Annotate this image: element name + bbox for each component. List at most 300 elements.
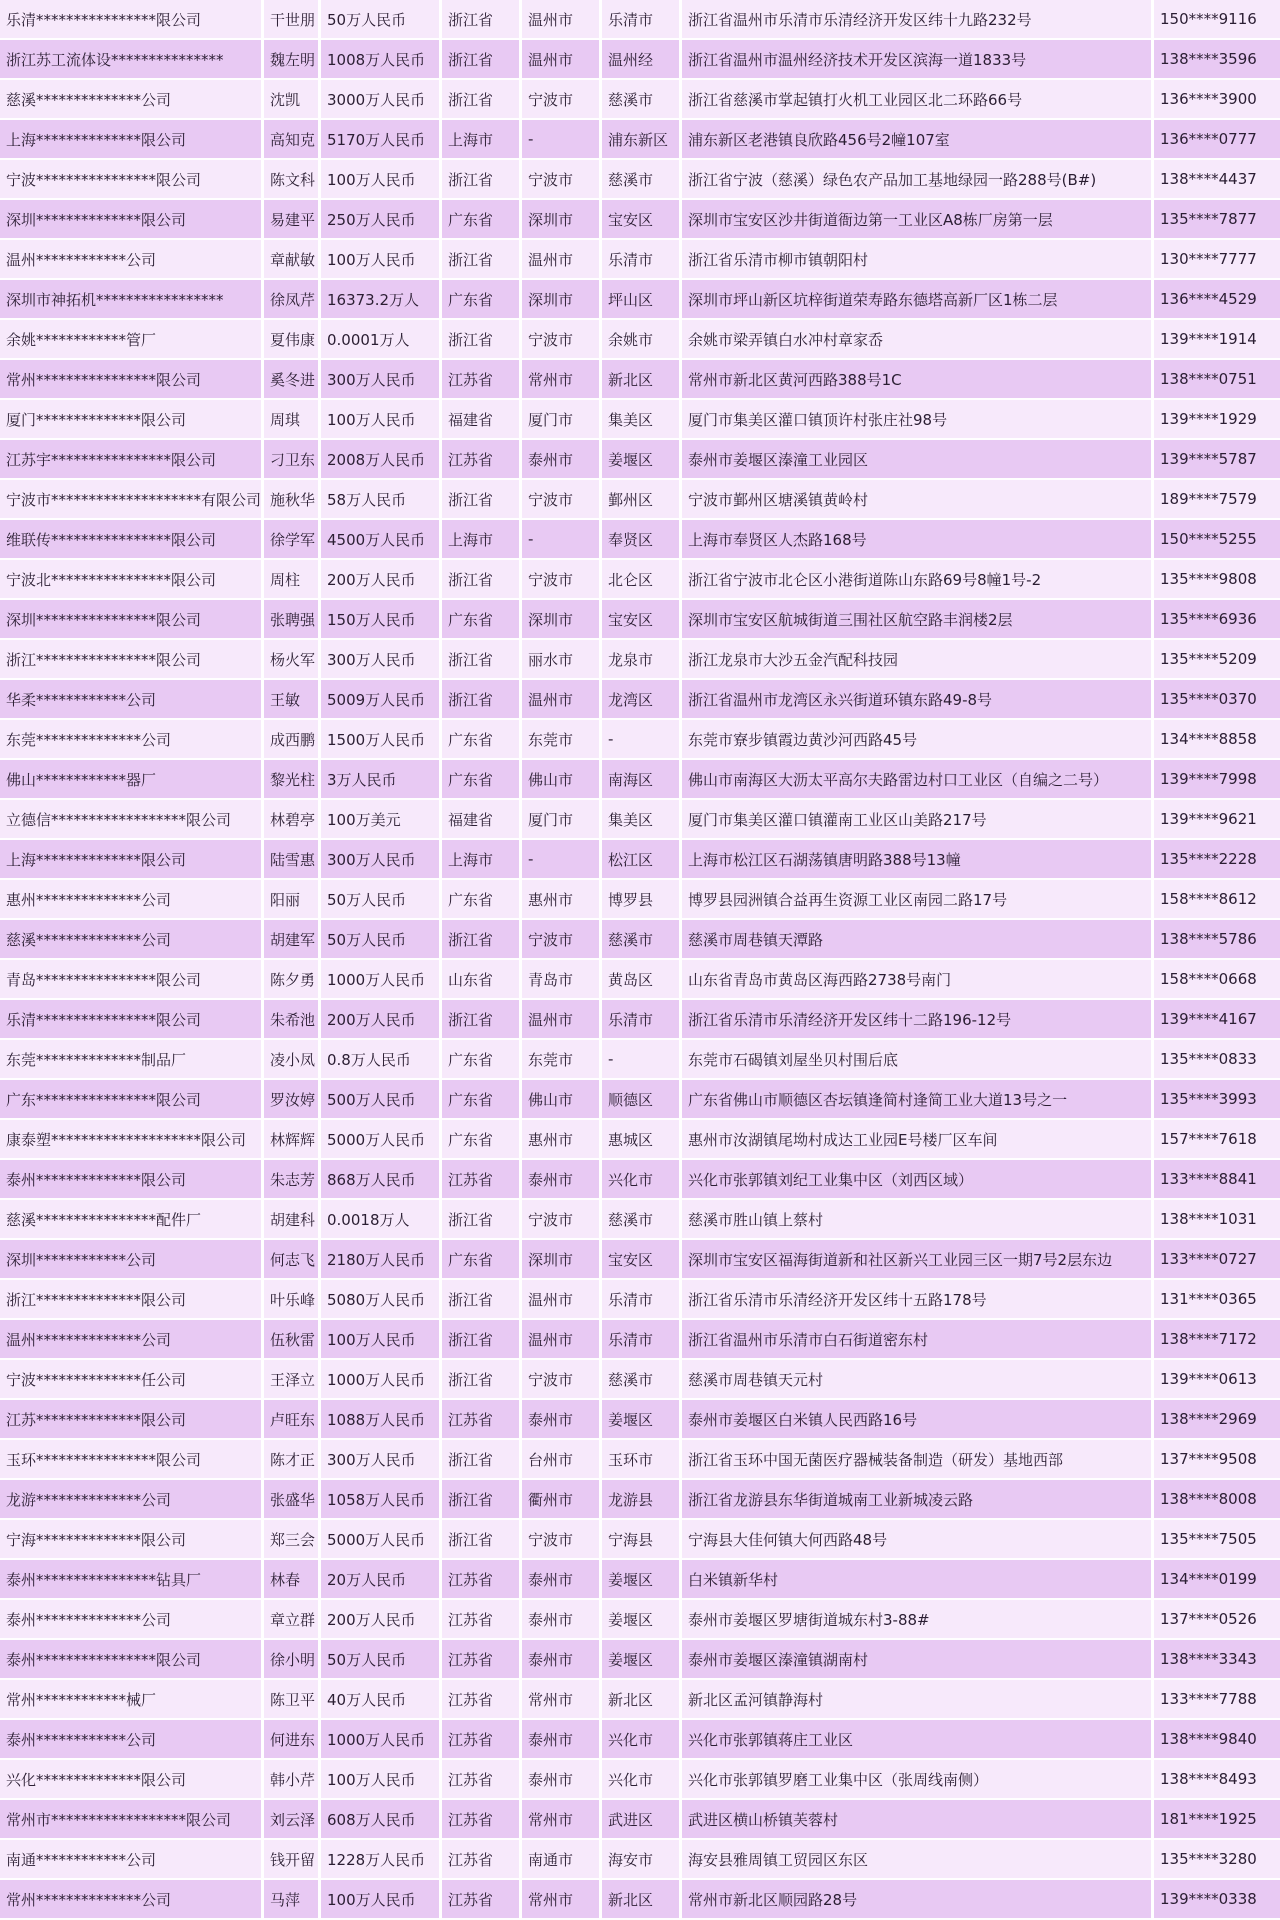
cell-city: 泰州市	[522, 440, 602, 480]
cell-district: 宝安区	[602, 1240, 682, 1280]
cell-city: 宁波市	[522, 1200, 602, 1240]
cell-address: 厦门市集美区灌口镇顶许村张庄社98号	[682, 400, 1154, 440]
cell-legal-person: 朱志芳	[264, 1160, 321, 1200]
cell-company-name: 江苏宇****************限公司	[0, 440, 264, 480]
cell-registered-capital: 500万人民币	[321, 1080, 442, 1120]
cell-province: 江苏省	[442, 1600, 522, 1640]
cell-company-name: 立德信******************限公司	[0, 800, 264, 840]
cell-address: 白米镇新华村	[682, 1560, 1154, 1600]
cell-province: 江苏省	[442, 1640, 522, 1680]
cell-legal-person: 周琪	[264, 400, 321, 440]
cell-city: 东莞市	[522, 720, 602, 760]
cell-address: 兴化市张郭镇蒋庄工业区	[682, 1720, 1154, 1760]
cell-district: 姜堰区	[602, 1560, 682, 1600]
cell-city: 宁波市	[522, 80, 602, 120]
cell-legal-person: 夏伟康	[264, 320, 321, 360]
cell-company-name: 浙江苏工流体设***************	[0, 40, 264, 80]
cell-district: 兴化市	[602, 1160, 682, 1200]
cell-address: 慈溪市周巷镇天潭路	[682, 920, 1154, 960]
cell-province: 浙江省	[442, 1360, 522, 1400]
cell-registered-capital: 40万人民币	[321, 1680, 442, 1720]
cell-registered-capital: 300万人民币	[321, 840, 442, 880]
cell-province: 浙江省	[442, 920, 522, 960]
cell-city: 佛山市	[522, 760, 602, 800]
cell-province: 浙江省	[442, 80, 522, 120]
cell-province: 广东省	[442, 1040, 522, 1080]
table-row	[0, 1360, 1280, 1400]
table-row	[0, 1200, 1280, 1240]
cell-registered-capital: 5170万人民币	[321, 120, 442, 160]
cell-phone: 135****0833	[1154, 1040, 1280, 1080]
cell-phone: 138****5786	[1154, 920, 1280, 960]
table-row	[0, 1440, 1280, 1480]
cell-province: 广东省	[442, 1120, 522, 1160]
cell-registered-capital: 100万人民币	[321, 240, 442, 280]
cell-province: 江苏省	[442, 1720, 522, 1760]
table-row	[0, 960, 1280, 1000]
cell-city: 宁波市	[522, 920, 602, 960]
cell-company-name: 华柔************公司	[0, 680, 264, 720]
cell-legal-person: 郑三会	[264, 1520, 321, 1560]
cell-address: 浙江省温州市乐清市白石街道密东村	[682, 1320, 1154, 1360]
cell-city: 泰州市	[522, 1160, 602, 1200]
cell-registered-capital: 100万人民币	[321, 400, 442, 440]
cell-phone: 133****8841	[1154, 1160, 1280, 1200]
table-row	[0, 1800, 1280, 1840]
cell-district: 乐清市	[602, 240, 682, 280]
cell-registered-capital: 50万人民币	[321, 880, 442, 920]
cell-phone: 150****9116	[1154, 0, 1280, 40]
cell-city: 泰州市	[522, 1760, 602, 1800]
cell-legal-person: 韩小芹	[264, 1760, 321, 1800]
cell-city: 惠州市	[522, 880, 602, 920]
cell-address: 常州市新北区黄河西路388号1C	[682, 360, 1154, 400]
cell-company-name: 浙江**************限公司	[0, 1280, 264, 1320]
cell-address: 东莞市石碣镇刘屋坐贝村围后底	[682, 1040, 1154, 1080]
cell-phone: 138****3596	[1154, 40, 1280, 80]
cell-legal-person: 陆雪惠	[264, 840, 321, 880]
cell-address: 兴化市张郭镇罗磨工业集中区（张周线南侧）	[682, 1760, 1154, 1800]
cell-address: 深圳市宝安区沙井街道衙边第一工业区A8栋厂房第一层	[682, 200, 1154, 240]
cell-registered-capital: 1058万人民币	[321, 1480, 442, 1520]
cell-legal-person: 章立群	[264, 1600, 321, 1640]
cell-city: 台州市	[522, 1440, 602, 1480]
cell-province: 广东省	[442, 720, 522, 760]
cell-address: 海安县雅周镇工贸园区东区	[682, 1840, 1154, 1880]
cell-city: 温州市	[522, 0, 602, 40]
cell-city: 常州市	[522, 360, 602, 400]
cell-address: 浙江省乐清市柳市镇朝阳村	[682, 240, 1154, 280]
cell-district: 博罗县	[602, 880, 682, 920]
cell-company-name: 常州************械厂	[0, 1680, 264, 1720]
cell-registered-capital: 868万人民币	[321, 1160, 442, 1200]
cell-legal-person: 陈文科	[264, 160, 321, 200]
cell-legal-person: 张盛华	[264, 1480, 321, 1520]
table-row	[0, 80, 1280, 120]
cell-address: 深圳市宝安区航城街道三围社区航空路丰润楼2层	[682, 600, 1154, 640]
cell-company-name: 泰州**************公司	[0, 1600, 264, 1640]
cell-province: 江苏省	[442, 1840, 522, 1880]
cell-province: 江苏省	[442, 1160, 522, 1200]
cell-registered-capital: 100万美元	[321, 800, 442, 840]
cell-company-name: 龙游**************公司	[0, 1480, 264, 1520]
cell-phone: 133****0727	[1154, 1240, 1280, 1280]
cell-city: 丽水市	[522, 640, 602, 680]
cell-city: 青岛市	[522, 960, 602, 1000]
cell-registered-capital: 5000万人民币	[321, 1120, 442, 1160]
cell-phone: 139****7998	[1154, 760, 1280, 800]
cell-district: 姜堰区	[602, 1640, 682, 1680]
table-row	[0, 1080, 1280, 1120]
table-row	[0, 640, 1280, 680]
cell-registered-capital: 0.0018万人	[321, 1200, 442, 1240]
cell-phone: 138****8008	[1154, 1480, 1280, 1520]
cell-phone: 181****1925	[1154, 1800, 1280, 1840]
cell-province: 山东省	[442, 960, 522, 1000]
cell-district: 余姚市	[602, 320, 682, 360]
cell-phone: 130****7777	[1154, 240, 1280, 280]
cell-legal-person: 刁卫东	[264, 440, 321, 480]
cell-city: 深圳市	[522, 200, 602, 240]
table-row	[0, 1120, 1280, 1160]
cell-address: 浙江省龙游县东华街道城南工业新城凌云路	[682, 1480, 1154, 1520]
cell-province: 江苏省	[442, 1880, 522, 1920]
cell-province: 广东省	[442, 1080, 522, 1120]
cell-legal-person: 施秋华	[264, 480, 321, 520]
cell-city: 厦门市	[522, 800, 602, 840]
table-row	[0, 920, 1280, 960]
cell-company-name: 青岛****************限公司	[0, 960, 264, 1000]
cell-district: 龙游县	[602, 1480, 682, 1520]
cell-company-name: 兴化**************限公司	[0, 1760, 264, 1800]
table-row	[0, 40, 1280, 80]
cell-city: 宁波市	[522, 560, 602, 600]
cell-province: 福建省	[442, 800, 522, 840]
cell-registered-capital: 1008万人民币	[321, 40, 442, 80]
cell-legal-person: 陈卫平	[264, 1680, 321, 1720]
cell-company-name: 乐清****************限公司	[0, 0, 264, 40]
cell-legal-person: 叶乐峰	[264, 1280, 321, 1320]
cell-legal-person: 卢旺东	[264, 1400, 321, 1440]
cell-address: 东莞市寮步镇霞边黄沙河西路45号	[682, 720, 1154, 760]
cell-company-name: 慈溪****************配件厂	[0, 1200, 264, 1240]
cell-company-name: 泰州**************限公司	[0, 1160, 264, 1200]
cell-city: -	[522, 120, 602, 160]
cell-address: 浙江省玉环中国无菌医疗器械装备制造（研发）基地西部	[682, 1440, 1154, 1480]
table-row	[0, 440, 1280, 480]
cell-address: 上海市松江区石湖荡镇唐明路388号13幢	[682, 840, 1154, 880]
cell-legal-person: 刘云泽	[264, 1800, 321, 1840]
table-row	[0, 1640, 1280, 1680]
cell-registered-capital: 100万人民币	[321, 1880, 442, 1920]
cell-phone: 138****3343	[1154, 1640, 1280, 1680]
cell-phone: 158****0668	[1154, 960, 1280, 1000]
cell-district: 乐清市	[602, 1280, 682, 1320]
cell-phone: 138****4437	[1154, 160, 1280, 200]
cell-registered-capital: 1500万人民币	[321, 720, 442, 760]
cell-address: 常州市新北区顺园路28号	[682, 1880, 1154, 1920]
cell-company-name: 深圳************公司	[0, 1240, 264, 1280]
cell-address: 慈溪市胜山镇上蔡村	[682, 1200, 1154, 1240]
cell-company-name: 浙江****************限公司	[0, 640, 264, 680]
cell-phone: 139****0338	[1154, 1880, 1280, 1920]
cell-company-name: 维联传****************限公司	[0, 520, 264, 560]
cell-address: 宁波市鄞州区塘溪镇黄岭村	[682, 480, 1154, 520]
cell-company-name: 慈溪**************公司	[0, 80, 264, 120]
cell-legal-person: 沈凯	[264, 80, 321, 120]
table-row	[0, 1760, 1280, 1800]
table-row	[0, 320, 1280, 360]
cell-district: 温州经	[602, 40, 682, 80]
cell-registered-capital: 2008万人民币	[321, 440, 442, 480]
cell-phone: 139****1929	[1154, 400, 1280, 440]
cell-registered-capital: 50万人民币	[321, 0, 442, 40]
table-row	[0, 160, 1280, 200]
table-row	[0, 520, 1280, 560]
cell-registered-capital: 200万人民币	[321, 1000, 442, 1040]
cell-company-name: 惠州**************公司	[0, 880, 264, 920]
cell-address: 浙江省温州市温州经济技术开发区滨海一道1833号	[682, 40, 1154, 80]
cell-phone: 137****0526	[1154, 1600, 1280, 1640]
cell-registered-capital: 100万人民币	[321, 160, 442, 200]
cell-city: 泰州市	[522, 1400, 602, 1440]
cell-district: 姜堰区	[602, 1400, 682, 1440]
cell-address: 佛山市南海区大沥太平高尔夫路雷边村口工业区（自编之二号）	[682, 760, 1154, 800]
cell-district: 玉环市	[602, 1440, 682, 1480]
cell-city: 东莞市	[522, 1040, 602, 1080]
cell-district: 新北区	[602, 1880, 682, 1920]
cell-district: 集美区	[602, 400, 682, 440]
cell-province: 广东省	[442, 200, 522, 240]
cell-company-name: 慈溪**************公司	[0, 920, 264, 960]
cell-phone: 135****3993	[1154, 1080, 1280, 1120]
cell-registered-capital: 1000万人民币	[321, 1360, 442, 1400]
cell-district: 姜堰区	[602, 440, 682, 480]
cell-address: 浙江省乐清市乐清经济开发区纬十五路178号	[682, 1280, 1154, 1320]
table-row	[0, 0, 1280, 40]
cell-phone: 135****9808	[1154, 560, 1280, 600]
table-row	[0, 800, 1280, 840]
table-row	[0, 840, 1280, 880]
cell-phone: 189****7579	[1154, 480, 1280, 520]
table-row	[0, 1560, 1280, 1600]
cell-registered-capital: 50万人民币	[321, 1640, 442, 1680]
cell-address: 泰州市姜堰区罗塘街道城东村3-88#	[682, 1600, 1154, 1640]
table-row	[0, 600, 1280, 640]
cell-phone: 136****4529	[1154, 280, 1280, 320]
table-row	[0, 1000, 1280, 1040]
cell-registered-capital: 5000万人民币	[321, 1520, 442, 1560]
cell-district: 姜堰区	[602, 1600, 682, 1640]
cell-city: 南通市	[522, 1840, 602, 1880]
table-row	[0, 720, 1280, 760]
cell-address: 浙江省乐清市乐清经济开发区纬十二路196-12号	[682, 1000, 1154, 1040]
cell-legal-person: 罗汝婷	[264, 1080, 321, 1120]
cell-registered-capital: 16373.2万人	[321, 280, 442, 320]
cell-company-name: 康泰塑********************限公司	[0, 1120, 264, 1160]
cell-company-name: 宁波****************限公司	[0, 160, 264, 200]
cell-city: 衢州市	[522, 1480, 602, 1520]
table-row	[0, 360, 1280, 400]
cell-city: 泰州市	[522, 1640, 602, 1680]
cell-registered-capital: 5080万人民币	[321, 1280, 442, 1320]
cell-district: 兴化市	[602, 1760, 682, 1800]
table-row	[0, 1280, 1280, 1320]
cell-legal-person: 魏左明	[264, 40, 321, 80]
cell-phone: 139****4167	[1154, 1000, 1280, 1040]
cell-company-name: 常州市******************限公司	[0, 1800, 264, 1840]
cell-company-name: 泰州****************钻具厂	[0, 1560, 264, 1600]
cell-address: 深圳市坪山新区坑梓街道荣寿路东德塔高新厂区1栋二层	[682, 280, 1154, 320]
table-row	[0, 1320, 1280, 1360]
table-row	[0, 400, 1280, 440]
cell-company-name: 宁波市********************有限公司	[0, 480, 264, 520]
cell-registered-capital: 608万人民币	[321, 1800, 442, 1840]
cell-company-name: 佛山************器厂	[0, 760, 264, 800]
cell-legal-person: 林碧亭	[264, 800, 321, 840]
cell-city: 厦门市	[522, 400, 602, 440]
cell-legal-person: 干世朋	[264, 0, 321, 40]
cell-phone: 139****5787	[1154, 440, 1280, 480]
cell-address: 惠州市汝湖镇尾坳村成达工业园E号楼厂区车间	[682, 1120, 1154, 1160]
table-row	[0, 280, 1280, 320]
cell-district: 奉贤区	[602, 520, 682, 560]
cell-province: 广东省	[442, 280, 522, 320]
cell-district: 南海区	[602, 760, 682, 800]
table-row	[0, 880, 1280, 920]
table-row	[0, 1680, 1280, 1720]
cell-company-name: 上海**************限公司	[0, 840, 264, 880]
cell-legal-person: 徐学军	[264, 520, 321, 560]
cell-district: 武进区	[602, 1800, 682, 1840]
cell-phone: 134****8858	[1154, 720, 1280, 760]
cell-city: 宁波市	[522, 160, 602, 200]
cell-phone: 136****3900	[1154, 80, 1280, 120]
cell-legal-person: 陈夕勇	[264, 960, 321, 1000]
cell-address: 浙江省温州市乐清市乐清经济开发区纬十九路232号	[682, 0, 1154, 40]
cell-legal-person: 胡建科	[264, 1200, 321, 1240]
cell-phone: 138****1031	[1154, 1200, 1280, 1240]
cell-legal-person: 高知克	[264, 120, 321, 160]
cell-registered-capital: 300万人民币	[321, 640, 442, 680]
cell-district: 新北区	[602, 1680, 682, 1720]
cell-city: 常州市	[522, 1800, 602, 1840]
cell-province: 广东省	[442, 760, 522, 800]
cell-phone: 135****3280	[1154, 1840, 1280, 1880]
cell-registered-capital: 58万人民币	[321, 480, 442, 520]
cell-company-name: 泰州****************限公司	[0, 1640, 264, 1680]
cell-address: 武进区横山桥镇芙蓉村	[682, 1800, 1154, 1840]
cell-registered-capital: 150万人民币	[321, 600, 442, 640]
cell-legal-person: 杨火军	[264, 640, 321, 680]
cell-province: 浙江省	[442, 1320, 522, 1360]
table-row	[0, 1880, 1280, 1920]
cell-company-name: 温州**************公司	[0, 1320, 264, 1360]
cell-address: 浙江龙泉市大沙五金汽配科技园	[682, 640, 1154, 680]
cell-district: 乐清市	[602, 1320, 682, 1360]
cell-province: 浙江省	[442, 240, 522, 280]
cell-company-name: 深圳市神拓机*****************	[0, 280, 264, 320]
cell-legal-person: 凌小凤	[264, 1040, 321, 1080]
cell-legal-person: 伍秋雷	[264, 1320, 321, 1360]
cell-company-name: 乐清****************限公司	[0, 1000, 264, 1040]
cell-province: 浙江省	[442, 0, 522, 40]
cell-city: 宁波市	[522, 320, 602, 360]
cell-address: 深圳市宝安区福海街道新和社区新兴工业园三区一期7号2层东边	[682, 1240, 1154, 1280]
cell-city: 惠州市	[522, 1120, 602, 1160]
cell-province: 广东省	[442, 600, 522, 640]
table-row	[0, 1520, 1280, 1560]
cell-district: 龙泉市	[602, 640, 682, 680]
cell-company-name: 余姚************管厂	[0, 320, 264, 360]
cell-province: 浙江省	[442, 160, 522, 200]
table-row	[0, 1160, 1280, 1200]
table-row	[0, 240, 1280, 280]
cell-company-name: 江苏**************限公司	[0, 1400, 264, 1440]
cell-phone: 138****9840	[1154, 1720, 1280, 1760]
cell-company-name: 广东****************限公司	[0, 1080, 264, 1120]
cell-registered-capital: 250万人民币	[321, 200, 442, 240]
cell-company-name: 上海**************限公司	[0, 120, 264, 160]
cell-registered-capital: 1000万人民币	[321, 1720, 442, 1760]
cell-registered-capital: 100万人民币	[321, 1760, 442, 1800]
cell-city: 宁波市	[522, 1360, 602, 1400]
table-row	[0, 1040, 1280, 1080]
cell-phone: 139****0613	[1154, 1360, 1280, 1400]
cell-company-name: 东莞**************制品厂	[0, 1040, 264, 1080]
cell-district: 龙湾区	[602, 680, 682, 720]
cell-legal-person: 胡建军	[264, 920, 321, 960]
table-row	[0, 1600, 1280, 1640]
cell-company-name: 泰州************公司	[0, 1720, 264, 1760]
cell-district: 新北区	[602, 360, 682, 400]
cell-province: 江苏省	[442, 360, 522, 400]
cell-phone: 157****7618	[1154, 1120, 1280, 1160]
cell-legal-person: 朱希池	[264, 1000, 321, 1040]
cell-company-name: 宁海**************限公司	[0, 1520, 264, 1560]
cell-district: -	[602, 1040, 682, 1080]
cell-company-name: 厦门**************限公司	[0, 400, 264, 440]
cell-phone: 135****2228	[1154, 840, 1280, 880]
cell-address: 泰州市姜堰区溱潼镇湖南村	[682, 1640, 1154, 1680]
cell-legal-person: 王泽立	[264, 1360, 321, 1400]
cell-district: 黄岛区	[602, 960, 682, 1000]
cell-address: 浙江省宁波市北仑区小港街道陈山东路69号8幢1号-2	[682, 560, 1154, 600]
cell-province: 江苏省	[442, 1560, 522, 1600]
table-row	[0, 760, 1280, 800]
cell-province: 福建省	[442, 400, 522, 440]
cell-district: 宝安区	[602, 200, 682, 240]
cell-legal-person: 成西鹏	[264, 720, 321, 760]
cell-legal-person: 马萍	[264, 1880, 321, 1920]
cell-province: 浙江省	[442, 1480, 522, 1520]
table-row	[0, 1720, 1280, 1760]
cell-legal-person: 徐小明	[264, 1640, 321, 1680]
cell-city: 泰州市	[522, 1720, 602, 1760]
cell-district: 慈溪市	[602, 1200, 682, 1240]
cell-phone: 138****0751	[1154, 360, 1280, 400]
cell-district: 浦东新区	[602, 120, 682, 160]
cell-company-name: 温州************公司	[0, 240, 264, 280]
cell-registered-capital: 4500万人民币	[321, 520, 442, 560]
cell-address: 浙江省宁波（慈溪）绿色农产品加工基地绿园一路288号(B#)	[682, 160, 1154, 200]
cell-city: 泰州市	[522, 1600, 602, 1640]
cell-district: 惠城区	[602, 1120, 682, 1160]
cell-address: 博罗县园洲镇合益再生资源工业区南园二路17号	[682, 880, 1154, 920]
cell-phone: 138****2969	[1154, 1400, 1280, 1440]
cell-phone: 138****8493	[1154, 1760, 1280, 1800]
cell-registered-capital: 0.0001万人	[321, 320, 442, 360]
